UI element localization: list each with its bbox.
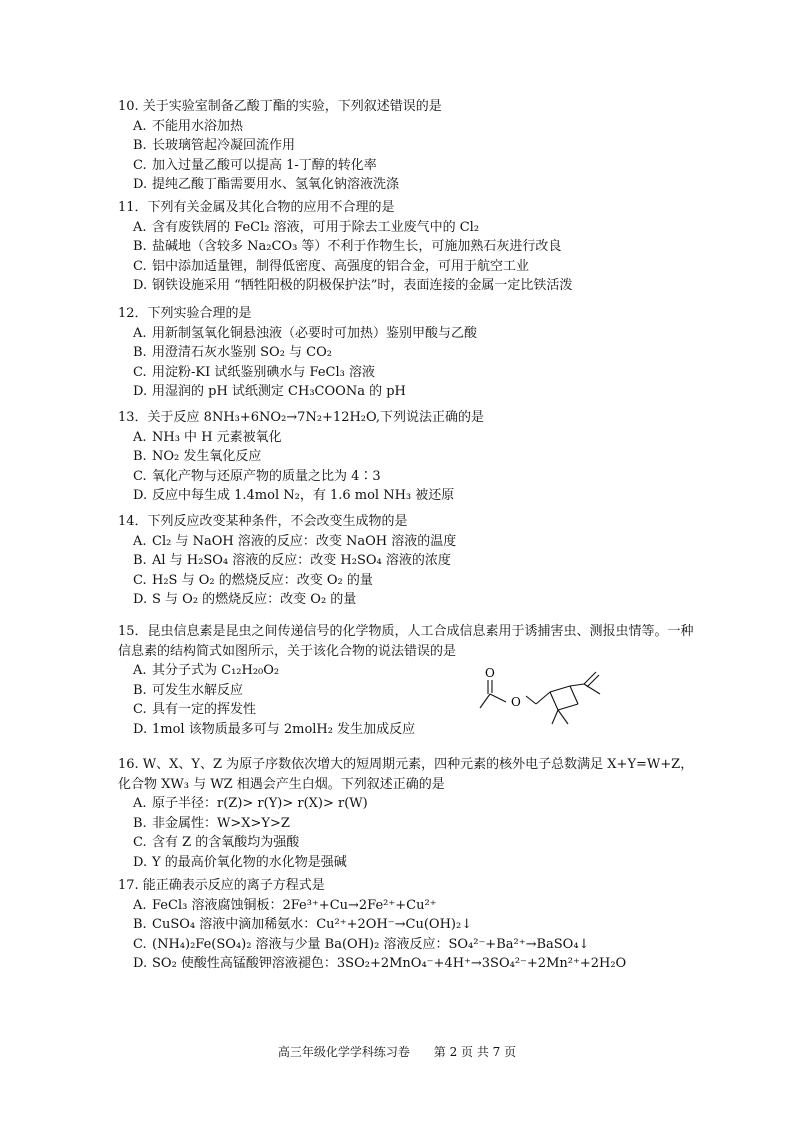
option-letter: C. [133,572,147,588]
option-letter: A. [133,897,147,913]
option-letter: D. [133,384,148,399]
question-10 [118,97,698,195]
question-stem: 11．下列有关金属及其化合物的应用不合理的是 [118,200,395,215]
footer-page-info: 第 2 页 共 7 页 [433,1045,517,1059]
option-text: Al 与 H₂SO₄ 溶液的反应：改变 H₂SO₄ 溶液的浓度 [152,553,451,568]
option-c [133,935,698,955]
option-text: FeCl₃ 溶液腐蚀铜板：2Fe³⁺+Cu→2Fe²⁺+Cu²⁺ [152,897,437,913]
option-letter: C. [133,364,147,380]
option-letter: D. [133,278,148,293]
question-13 [118,408,698,506]
option-text: 加入过量乙酸可以提高 1-丁醇的转化率 [152,157,377,173]
question-16 [118,755,698,872]
option-c [133,571,698,591]
option-text: 可发生水解反应 [152,682,244,698]
option-text: CuSO₄ 溶液中滴加稀氨水：Cu²⁺+2OH⁻→Cu(OH)₂↓ [152,917,473,932]
ring-bond-bottom [558,704,578,710]
option-text: 用湿润的 pH 试纸测定 CH₃COONa 的 pH [152,384,406,399]
option-text: NO₂ 发生氧化反应 [152,449,262,464]
pheromone-structure-diagram [470,662,640,734]
option-text: S 与 O₂ 的燃烧反应：改变 O₂ 的量 [152,592,357,607]
option-letter: C. [133,702,147,717]
option-text: 用新制氢氧化铜悬浊液（必要时可加热）鉴别甲酸与乙酸 [152,325,478,341]
option-letter: B. [133,682,147,698]
option-letter: D. [133,488,148,503]
option-text: 含有废铁屑的 FeCl₂ 溶液，可用于除去工业废气中的 Cl₂ [152,219,480,235]
carbonyl-oxygen-label: O [485,666,495,680]
option-letter: A. [133,796,147,811]
option-d [133,853,698,873]
question-stem: 14．下列反应改变某种条件，不会改变生成物的是 [118,514,408,529]
option-text: 提纯乙酸丁酯需要用水、氢氧化钠溶液洗涤 [152,177,400,192]
option-letter: C. [133,936,147,952]
question-stem: 17. 能正确表示反应的离子方程式是 [118,878,325,893]
structure-svg [470,662,640,734]
option-d [133,382,698,402]
option-c [133,833,698,853]
option-text: Y 的最高价氧化物的水化物是强碱 [152,854,347,870]
option-letter: B. [133,138,147,153]
isopropenyl-methyl [584,684,600,694]
ester-ch2-bond [526,696,536,704]
question-11 [118,198,698,296]
option-text: 反应中每生成 1.4mol N₂，有 1.6 mol NH₃ 被还原 [152,488,455,503]
option-b [133,551,698,571]
option-letter: B. [133,917,147,932]
option-a [133,532,698,552]
ring-bond-left [550,692,558,710]
ch2-ring-bond [536,692,550,704]
option-a [133,218,698,238]
option-b [133,237,698,257]
option-letter: C. [133,157,147,173]
option-letter: A. [133,118,147,134]
question-stem: 10. 关于实验室制备乙酸丁酯的实验，下列叙述错误的是 [118,99,442,114]
footer-title: 高三年级化学学科练习卷 [277,1045,410,1059]
gem-methyl-1 [552,710,558,724]
option-letter: D. [133,956,148,971]
option-text: H₂S 与 O₂ 的燃烧反应：改变 O₂ 的量 [152,572,373,588]
option-c [133,467,698,487]
option-letter: D. [133,721,148,737]
page-footer [0,1043,794,1060]
option-text: 盐碱地（含较多 Na₂CO₃ 等）不利于作物生长，可施加熟石灰进行改良 [152,239,562,254]
option-text: 其分子式为 C₁₂H₂₀O₂ [152,663,280,678]
option-c [133,257,698,277]
option-text: 非金属性：W>X>Y>Z [152,815,290,831]
option-letter: A. [133,325,147,341]
option-a [133,896,698,916]
option-d [133,590,698,610]
option-letter: A. [133,219,147,235]
option-letter: C. [133,468,147,484]
option-text: 不能用水浴加热 [152,118,244,134]
isopropenyl-double-2 [587,675,599,687]
ester-oxygen-label: O [511,695,521,709]
carbonyl-ester-bond [490,694,506,702]
option-text: 钢铁设施采用 “牺牲阳极的阴极保护法”时，表面连接的金属一定比铁活泼 [152,278,573,293]
option-b [133,814,698,834]
option-letter: C. [133,258,147,274]
option-letter: A. [133,533,147,549]
option-letter: D. [133,177,148,192]
option-letter: B. [133,449,147,464]
option-text: Cl₂ 与 NaOH 溶液的反应：改变 NaOH 溶液的温度 [152,533,457,549]
option-text: 长玻璃管起冷凝回流作用 [152,138,296,153]
option-b [133,343,698,363]
question-stem: 16. W、X、Y、Z 为原子序数依次增大的短周期元素，四种元素的核外电子总数满足 X+Y=W+Z，化合物 XW₃ 与 WZ 相遇会产生白烟。下列叙述正确的是 [118,757,694,792]
gem-methyl-2 [558,710,568,724]
option-letter: D. [133,854,148,870]
option-text: NH₃ 中 H 元素被氧化 [152,429,282,445]
option-a [133,324,698,344]
question-stem: 13．关于反应 8NH₃+6NO₂→7N₂+12H₂O,下列说法正确的是 [118,410,485,425]
option-a [133,117,698,137]
option-text: 用淀粉-KI 试纸鉴别碘水与 FeCl₃ 溶液 [152,364,375,380]
option-text: 1mol 该物质最多可与 2molH₂ 发生加成反应 [152,721,416,737]
option-a [133,428,698,448]
question-17 [118,876,698,974]
question-12 [118,304,698,402]
option-text: 原子半径：r(Z)> r(Y)> r(X)> r(W) [152,796,368,811]
option-text: 用澄清石灰水鉴别 SO₂ 与 CO₂ [152,345,332,360]
option-letter: A. [133,429,147,445]
option-d [133,276,698,296]
question-stem: 15．昆虫信息素是昆虫之间传递信号的化学物质，人工合成信息素用于诱捕害虫、测报虫情等。一种信息素的结构简式如图所示，关于该化合物的说法错误的是 [118,624,694,659]
option-letter: B. [133,239,147,254]
option-text: 具有一定的挥发性 [152,702,257,717]
option-text: 氧化产物与还原产物的质量之比为 4∶3 [152,468,381,484]
option-letter: A. [133,663,147,678]
option-b [133,136,698,156]
option-text: 含有 Z 的含氧酸均为强酸 [152,835,300,850]
option-text: SO₂ 使酸性高锰酸钾溶液褪色：3SO₂+2MnO₄⁻+4H⁺→3SO₄²⁻+2Mn²⁺+2H₂O [152,956,627,971]
option-b [133,915,698,935]
option-a [133,794,698,814]
option-b [133,447,698,467]
option-d [133,486,698,506]
ring-bond-right [570,686,578,704]
option-letter: D. [133,592,148,607]
option-d [133,954,698,974]
question-stem: 12．下列实验合理的是 [118,306,252,321]
option-c [133,156,698,176]
option-d [133,175,698,195]
ring-bond-top [550,686,570,692]
option-letter: B. [133,345,147,360]
option-text: (NH₄)₂Fe(SO₄)₂ 溶液与少量 Ba(OH)₂ 溶液反应：SO₄²⁻+Ba²⁺→BaSO₄↓ [152,936,590,952]
question-14 [118,512,698,610]
option-letter: B. [133,815,147,831]
option-letter: C. [133,835,147,850]
isopropenyl-bond [570,684,584,686]
option-c [133,363,698,383]
isopropenyl-double-1 [584,672,596,684]
methyl-bond [480,694,490,708]
option-text: 铝中添加适量锂，制得低密度、高强度的铝合金，可用于航空工业 [152,258,530,274]
option-letter: B. [133,553,147,568]
